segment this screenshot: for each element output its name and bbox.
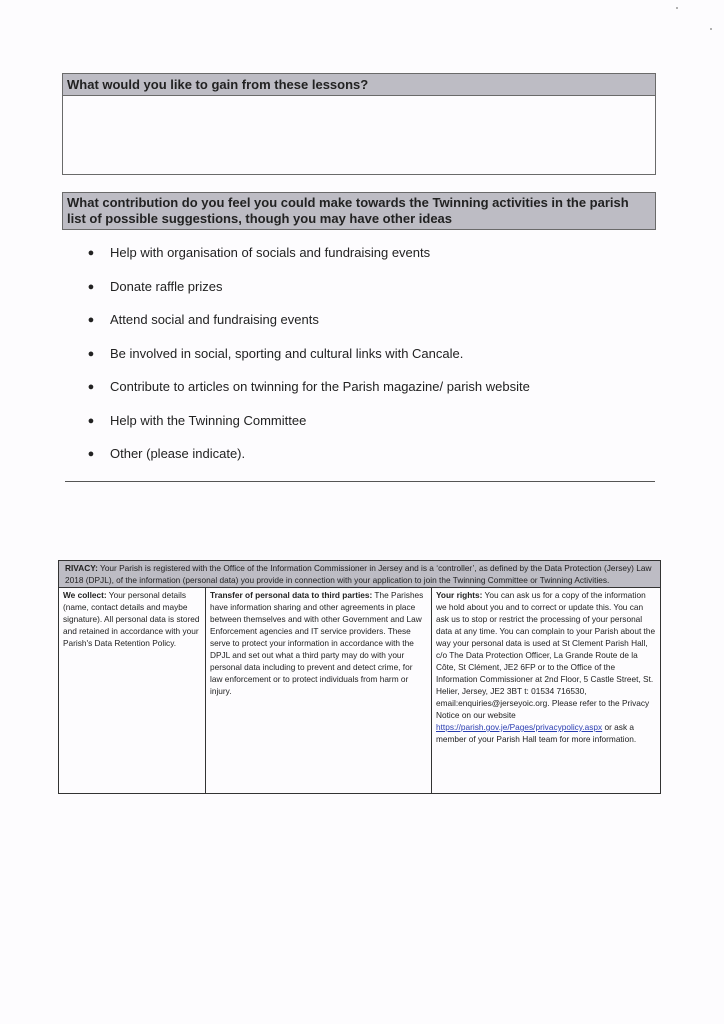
bullet-icon: ● [87, 448, 95, 460]
privacy-notice-table [58, 560, 661, 794]
list-item[interactable] [62, 345, 656, 379]
contribution-question-label: What contribution do you feel you could make towards the Twinning activities in the parish list of possible suggestions, though you may have other ideas [62, 192, 656, 230]
transfer-text: The Parishes have information sharing and other agreements in place between themselves and with other Government and Law Enforcement agencies and IT service providers. These serve to protect your information in accordance with the DPJL and set out what a third party may do with your personal data including to prevent and detect crime, for law enforcement or to protect individuals from harm or injury. [210, 590, 424, 696]
suggestion-text: Donate raffle prizes [110, 278, 223, 294]
gain-question-label: What would you like to gain from these lessons? [63, 74, 655, 96]
answer-line[interactable] [65, 481, 655, 482]
bullet-icon: ● [87, 247, 95, 259]
suggestion-text: Be involved in social, sporting and cultural links with Cancale. [110, 345, 464, 361]
we-collect-label: We collect: [63, 590, 107, 600]
privacy-header-label: RIVACY: [65, 563, 98, 573]
suggestion-text: Help with organisation of socials and fundraising events [110, 245, 431, 260]
bullet-icon: ● [87, 280, 95, 293]
your-rights-label: Your rights: [436, 590, 483, 600]
gain-answer-field[interactable] [63, 96, 655, 176]
bullet-icon: ● [87, 347, 95, 360]
transfer-label: Transfer of personal data to third parties: [210, 590, 373, 600]
your-rights-text: You can ask us for a copy of the information we hold about you and to correct or update this. You can ask us to stop or restrict the processing of your personal data at any time. You can complain to your Parish about the way your personal data is used at St Clement Parish Hall, c/o The Data Protection Officer, La Grande Route de la Côte, St Clément, JE2 6FP or to the Office of the Information Commissioner at 2nd Floor, 5 Castle Street, St. Helier, Jersey, JE2 3BT t: 01534 716530, email:enquiries@jerseyoic.org. Please refer to the Privacy Notice on our website [436, 590, 656, 720]
bullet-icon: ● [87, 381, 95, 393]
suggestion-text: Contribute to articles on twinning for the Parish magazine/ parish website [110, 379, 530, 394]
we-collect-cell [59, 588, 206, 794]
list-item[interactable] [62, 378, 656, 412]
bullet-icon: ● [87, 314, 95, 326]
list-item[interactable] [62, 412, 656, 446]
privacy-policy-link[interactable]: https://parish.gov.je/Pages/privacypolicy.aspx [436, 722, 603, 732]
scan-speck [676, 7, 678, 9]
your-rights-cell [432, 588, 661, 794]
suggestion-text: Other (please indicate). [110, 446, 246, 461]
transfer-cell [206, 588, 432, 794]
privacy-header-text: Your Parish is registered with the Office of the Information Commissioner in Jersey and is a ‘controller’, as defined by the Data Protection (Jersey) Law 2018 (DPJL), of the information (personal data) you provide in connection with your application to join the Twinning Committee or Twinning Activities. [65, 563, 652, 585]
suggestions-list [62, 244, 656, 479]
gain-question-box [62, 73, 656, 175]
we-collect-text: Your personal details (name, contact details and maybe signature). All personal data is stored and retained in accordance with your Parish's Data Retention Policy. [63, 590, 200, 648]
suggestion-text: Help with the Twinning Committee [110, 412, 307, 428]
list-item[interactable] [62, 244, 656, 278]
privacy-header [59, 561, 661, 588]
scan-speck [710, 28, 712, 30]
list-item[interactable] [62, 278, 656, 312]
list-item[interactable] [62, 445, 656, 479]
bullet-icon: ● [87, 414, 95, 427]
your-rights-tail: or ask a member of your Parish Hall team for more information. [436, 722, 637, 744]
suggestion-text: Attend social and fundraising events [110, 312, 319, 327]
list-item[interactable] [62, 311, 656, 345]
